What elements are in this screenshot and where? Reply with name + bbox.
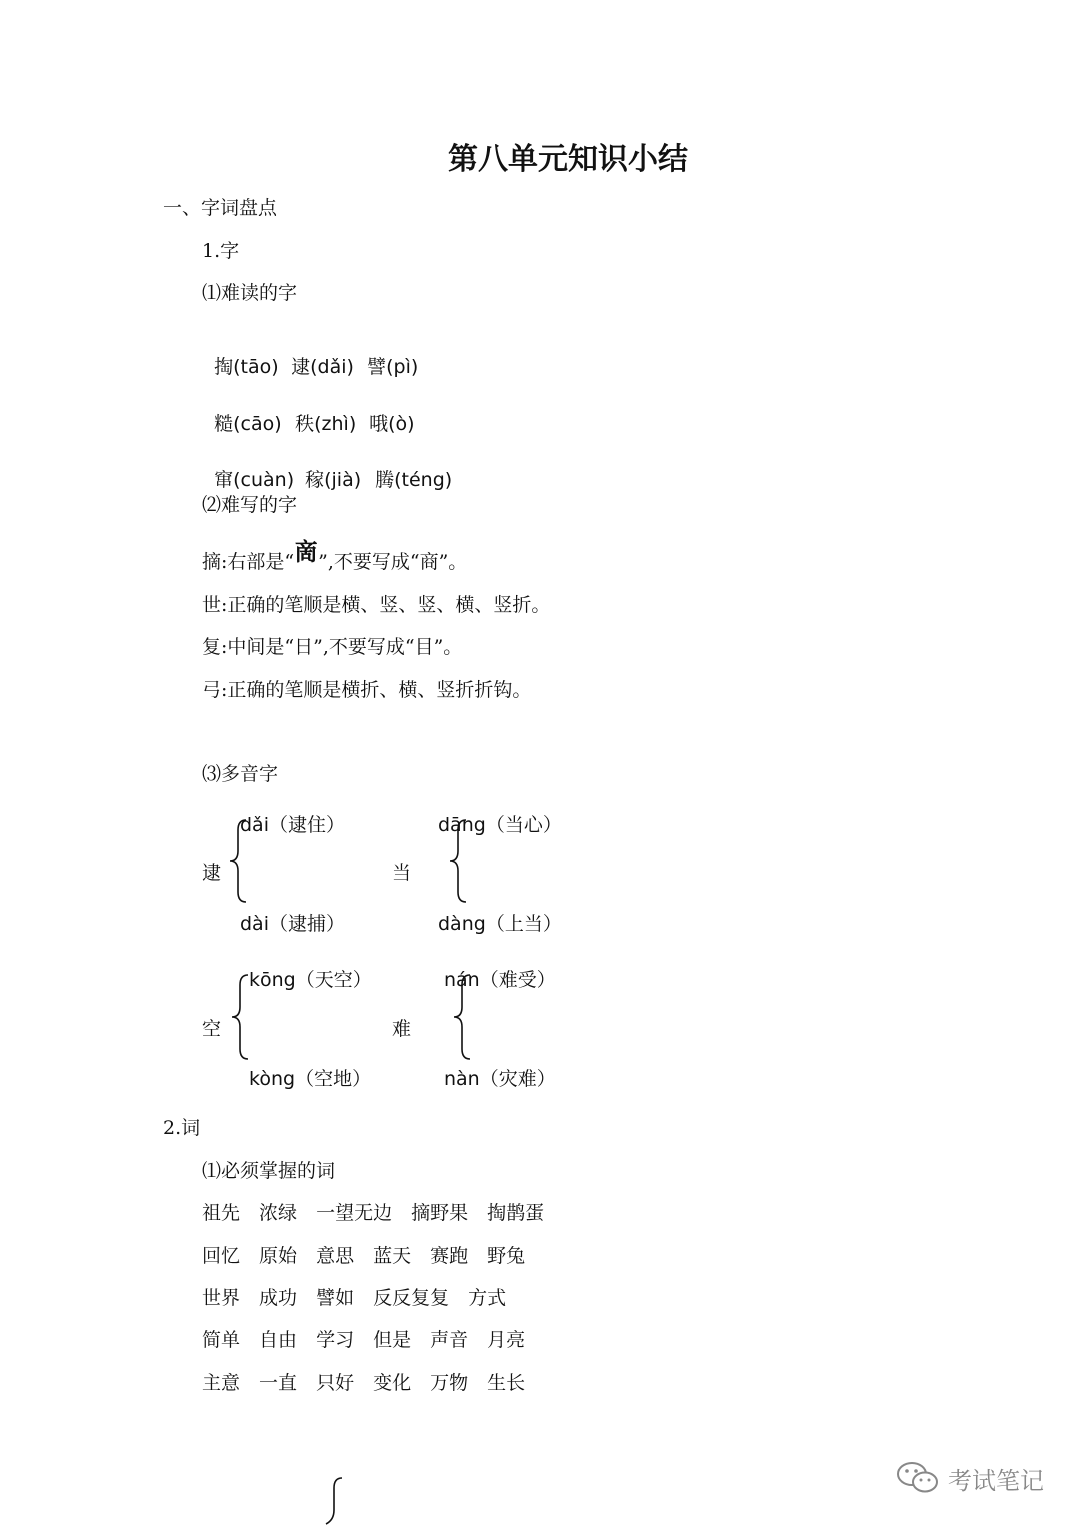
watermark-text: 考试笔记	[948, 1466, 1044, 1495]
polyphonic-char: 逮	[202, 862, 222, 884]
word-row: 世界 成功 譬如 反反复复 方式	[202, 1287, 507, 1309]
polyphonic-reading: nàn（灾难）	[444, 1068, 556, 1090]
difficult-read-item: 譬(pì)	[367, 356, 419, 378]
polyphonic-reading: kōng（天空）	[249, 969, 372, 991]
subsection-words: 2.词	[163, 1117, 201, 1139]
word-row: 回忆 原始 意思 蓝天 赛跑 野兔	[202, 1245, 526, 1267]
difficult-write-line: 复:中间是“日”,不要写成“目”。	[202, 636, 463, 658]
polyphonic-reading: kòng（空地）	[249, 1068, 372, 1090]
word-row: 简单 自由 学习 但是 声音 月亮	[202, 1329, 526, 1351]
difficult-read-row: 糙(cāo)	[214, 413, 282, 435]
difficult-write-line: 摘:右部是“啇”,不要写成“商”。	[202, 537, 468, 573]
polyphonic-reading: dǎi（逮住）	[240, 814, 345, 836]
difficult-read-item: 逮(dǎi)	[291, 356, 354, 378]
difficult-read-heading: ⑴难读的字	[202, 282, 298, 304]
difficult-write-heading: ⑵难写的字	[202, 494, 298, 516]
difficult-read-item: 哦(ò)	[369, 413, 415, 435]
word-row: 祖先 浓绿 一望无边 摘野果 掏鹊蛋	[202, 1202, 545, 1224]
subsection-characters: 1.字	[202, 240, 240, 262]
difficult-read-row: 掏(tāo)	[214, 356, 279, 378]
difficult-write-line: 世:正确的笔顺是横、竖、竖、横、竖折。	[202, 594, 551, 616]
difficult-read-item: 秩(zhì)	[295, 413, 357, 435]
polyphonic-char: 当	[392, 862, 412, 884]
must-master-heading: ⑴必须掌握的词	[202, 1160, 336, 1182]
word-row: 主意 一直 只好 变化 万物 生长	[202, 1372, 526, 1394]
polyphonic-reading: dāng（当心）	[438, 814, 562, 836]
brace-icon	[322, 1476, 346, 1527]
difficult-read-item: 稼(jià)	[305, 469, 362, 491]
section-heading-words: 一、字词盘点	[163, 197, 278, 219]
difficult-read-item: 腾(téng)	[375, 469, 453, 491]
polyphonic-reading: nán（难受）	[444, 969, 556, 991]
watermark	[896, 1460, 1044, 1496]
difficult-read-row: 窜(cuàn)	[214, 469, 295, 491]
polyphonic-heading: ⑶多音字	[202, 763, 279, 785]
page-title: 第八单元知识小结	[448, 142, 688, 177]
polyphonic-char: 难	[392, 1018, 412, 1040]
polyphonic-char: 空	[202, 1018, 222, 1040]
difficult-write-line: 弓:正确的笔顺是横折、横、竖折折钩。	[202, 679, 532, 701]
wechat-icon	[896, 1460, 940, 1496]
polyphonic-reading: dài（逮捕）	[240, 913, 345, 935]
polyphonic-reading: dàng（上当）	[438, 913, 562, 935]
